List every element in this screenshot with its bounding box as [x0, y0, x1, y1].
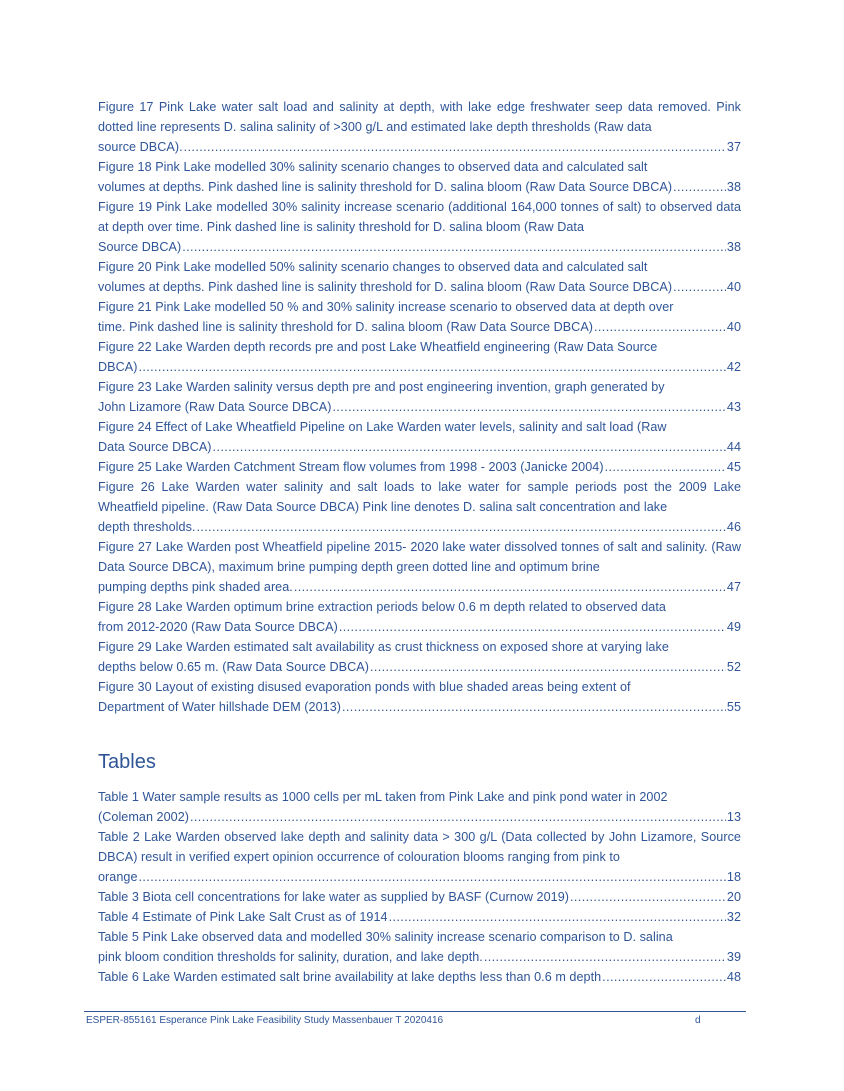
figure-entry-page-number[interactable]: 49	[726, 620, 741, 634]
table-entry-page-number[interactable]: 39	[726, 950, 741, 964]
dot-leader	[213, 437, 726, 457]
figure-entry-last-line	[98, 517, 741, 537]
dot-leader	[190, 807, 726, 827]
figure-entry-text-end: depth thresholds.	[98, 520, 196, 534]
figure-entry-page-number[interactable]: 55	[726, 700, 741, 714]
figure-entry-page-number[interactable]: 45	[726, 460, 741, 474]
figure-entry-last-line	[98, 397, 741, 417]
figure-entry[interactable]	[98, 457, 741, 477]
figure-entry[interactable]	[98, 377, 741, 417]
figure-entry-last-line	[98, 437, 741, 457]
footer-document-id: ESPER-855161 Esperance Pink Lake Feasibility Study Massenbauer T 2020416	[86, 1015, 444, 1026]
figure-entry[interactable]	[98, 677, 741, 717]
figure-entry-text-end: Data Source DBCA)	[98, 440, 212, 454]
table-entry-page-number[interactable]: 18	[726, 870, 741, 884]
dot-leader	[332, 397, 725, 417]
dot-leader	[570, 887, 726, 907]
list-of-tables	[98, 787, 741, 987]
figure-entry-page-number[interactable]: 40	[726, 280, 741, 294]
figure-entry-last-line	[98, 317, 741, 337]
dot-leader	[370, 657, 726, 677]
table-entry-last-line	[98, 967, 741, 987]
figure-entry[interactable]	[98, 297, 741, 337]
figure-entry[interactable]	[98, 477, 741, 537]
table-entry[interactable]	[98, 827, 741, 887]
figure-entry-text: Figure 17 Pink Lake water salt load and salinity at depth, with lake edge freshwater seep data removed. Pink dotted line represents D. salina salinity of >300 g/L and estimated lake depth thresholds (Raw data	[98, 100, 741, 134]
figure-entry-page-number[interactable]: 38	[726, 240, 741, 254]
table-entry[interactable]	[98, 927, 741, 967]
figure-entry-text-end: volumes at depths. Pink dashed line is salinity threshold for D. salina bloom (Raw Data Source DBCA)	[98, 280, 673, 294]
figure-entry-text: Figure 23 Lake Warden salinity versus depth pre and post engineering invention, graph generated by	[98, 380, 665, 394]
table-entry-text-end: Table 6 Lake Warden estimated salt brine availability at lake depths less than 0.6 m depth	[98, 970, 602, 984]
figure-entry-text-end: Source DBCA)	[98, 240, 182, 254]
figure-entry-text-end: Department of Water hillshade DEM (2013)	[98, 700, 342, 714]
table-entry[interactable]	[98, 967, 741, 987]
footer-page-number: d	[695, 1015, 701, 1026]
figure-entry-text-end: DBCA)	[98, 360, 138, 374]
dot-leader	[594, 317, 726, 337]
figure-entry-text-end: volumes at depths. Pink dashed line is salinity threshold for D. salina bloom (Raw Data Source DBCA)	[98, 180, 673, 194]
figure-entry-text: Figure 28 Lake Warden optimum brine extraction periods below 0.6 m depth related to observed data	[98, 600, 666, 614]
figure-entry[interactable]	[98, 537, 741, 597]
dot-leader	[484, 947, 726, 967]
figure-entry-text: Figure 18 Pink Lake modelled 30% salinity scenario changes to observed data and calculated salt	[98, 160, 648, 174]
figure-entry-text-end: source DBCA).	[98, 140, 183, 154]
dot-leader	[139, 867, 726, 887]
table-entry-page-number[interactable]: 20	[726, 890, 741, 904]
table-entry-text-end: pink bloom condition thresholds for salinity, duration, and lake depth.	[98, 950, 483, 964]
figure-entry-last-line	[98, 237, 741, 257]
table-entry-page-number[interactable]: 13	[726, 810, 741, 824]
table-entry-text-end: Table 4 Estimate of Pink Lake Salt Crust as of 1914	[98, 910, 388, 924]
table-entry-last-line	[98, 907, 741, 927]
figure-entry-text: Figure 19 Pink Lake modelled 30% salinity increase scenario (additional 164,000 tonnes of salt) to observed data at depth over time. Pink dashed line is salinity threshold for D. salina bloom (Raw Data	[98, 200, 741, 234]
figure-entry-page-number[interactable]: 37	[726, 140, 741, 154]
table-entry-text: Table 2 Lake Warden observed lake depth and salinity data > 300 g/L (Data collected by John Lizamore, Source DBCA) result in verified expert opinion occurrence of colouration blooms ranging from pink to	[98, 830, 741, 864]
figure-entry-page-number[interactable]: 43	[726, 400, 741, 414]
table-entry-last-line	[98, 807, 741, 827]
table-entry[interactable]	[98, 887, 741, 907]
dot-leader	[389, 907, 726, 927]
dot-leader	[342, 697, 726, 717]
figure-entry[interactable]	[98, 597, 741, 637]
figure-entry-text: Figure 30 Layout of existing disused evaporation ponds with blue shaded areas being extent of	[98, 680, 631, 694]
table-entry-text-end: (Coleman 2002)	[98, 810, 190, 824]
figure-entry-last-line	[98, 277, 741, 297]
figure-entry-text-end: pumping depths pink shaded area.	[98, 580, 293, 594]
figure-entry-text: Figure 27 Lake Warden post Wheatfield pipeline 2015- 2020 lake water dissolved tonnes of salt and salinity. (Raw Data Source DBCA), maximum brine pumping depth green dotted line and optimum brine	[98, 540, 741, 574]
figure-entry-page-number[interactable]: 40	[726, 320, 741, 334]
table-entry[interactable]	[98, 787, 741, 827]
figure-entry-last-line	[98, 577, 741, 597]
dot-leader	[184, 137, 726, 157]
list-of-figures	[98, 97, 741, 717]
figure-entry[interactable]	[98, 337, 741, 377]
dot-leader	[605, 457, 726, 477]
figure-entry-text: Figure 26 Lake Warden water salinity and salt loads to lake water for sample periods post the 2009 Lake Wheatfield pipeline. (Raw Data Source DBCA) Pink line denotes D. salina salt concentration and lake	[98, 480, 741, 514]
dot-leader	[339, 617, 726, 637]
table-entry-last-line	[98, 947, 741, 967]
dot-leader	[673, 277, 726, 297]
table-entry-page-number[interactable]: 48	[726, 970, 741, 984]
figure-entry[interactable]	[98, 197, 741, 257]
figure-entry-text-end: John Lizamore (Raw Data Source DBCA)	[98, 400, 332, 414]
figure-entry-page-number[interactable]: 38	[726, 180, 741, 194]
dot-leader	[196, 517, 725, 537]
figure-entry-text-end: depths below 0.65 m. (Raw Data Source DBCA)	[98, 660, 369, 674]
figure-entry-text-end: Figure 25 Lake Warden Catchment Stream flow volumes from 1998 - 2003 (Janicke 2004)	[98, 460, 604, 474]
table-entry-page-number[interactable]: 32	[726, 910, 741, 924]
footer-divider	[84, 1011, 746, 1012]
table-entry[interactable]	[98, 907, 741, 927]
figure-entry-text: Figure 20 Pink Lake modelled 50% salinity scenario changes to observed data and calculated salt	[98, 260, 648, 274]
figure-entry[interactable]	[98, 257, 741, 297]
table-entry-text-end: orange	[98, 870, 138, 884]
table-entry-text: Table 5 Pink Lake observed data and modelled 30% salinity increase scenario comparison to D. salina	[98, 930, 673, 944]
dot-leader	[673, 177, 726, 197]
figure-entry-page-number[interactable]: 47	[726, 580, 741, 594]
figure-entry-text-end: from 2012-2020 (Raw Data Source DBCA)	[98, 620, 338, 634]
figure-entry-last-line	[98, 177, 741, 197]
dot-leader	[294, 577, 726, 597]
figure-entry-text-end: time. Pink dashed line is salinity threshold for D. salina bloom (Raw Data Source DBCA)	[98, 320, 594, 334]
figure-entry-page-number[interactable]: 44	[726, 440, 741, 454]
figure-entry-last-line	[98, 357, 741, 377]
table-entry-last-line	[98, 887, 741, 907]
figure-entry-page-number[interactable]: 52	[726, 660, 741, 674]
figure-entry-last-line	[98, 457, 741, 477]
table-entry-text-end: Table 3 Biota cell concentrations for lake water as supplied by BASF (Curnow 2019)	[98, 890, 570, 904]
figure-entry[interactable]	[98, 97, 741, 157]
figure-entry[interactable]	[98, 157, 741, 197]
dot-leader	[602, 967, 726, 987]
figure-entry-last-line	[98, 657, 741, 677]
figure-entry-last-line	[98, 137, 741, 157]
figure-entry-text: Figure 21 Pink Lake modelled 50 % and 30% salinity increase scenario to observed data at depth over	[98, 300, 674, 314]
table-entry-last-line	[98, 867, 741, 887]
figure-entry-last-line	[98, 697, 741, 717]
figure-entry-page-number[interactable]: 46	[726, 520, 741, 534]
figure-entry-text: Figure 29 Lake Warden estimated salt availability as crust thickness on exposed shore at varying lake	[98, 640, 669, 654]
dot-leader	[182, 237, 726, 257]
dot-leader	[138, 357, 725, 377]
figure-entry[interactable]	[98, 417, 741, 457]
figure-entry-text: Figure 24 Effect of Lake Wheatfield Pipeline on Lake Warden water levels, salinity and salt load (Raw	[98, 420, 667, 434]
figure-entry[interactable]	[98, 637, 741, 677]
figure-entry-last-line	[98, 617, 741, 637]
table-entry-text: Table 1 Water sample results as 1000 cells per mL taken from Pink Lake and pink pond water in 2002	[98, 790, 668, 804]
figure-entry-page-number[interactable]: 42	[726, 360, 741, 374]
tables-heading: Tables	[98, 751, 156, 773]
figure-entry-text: Figure 22 Lake Warden depth records pre and post Lake Wheatfield engineering (Raw Data Source	[98, 340, 658, 354]
